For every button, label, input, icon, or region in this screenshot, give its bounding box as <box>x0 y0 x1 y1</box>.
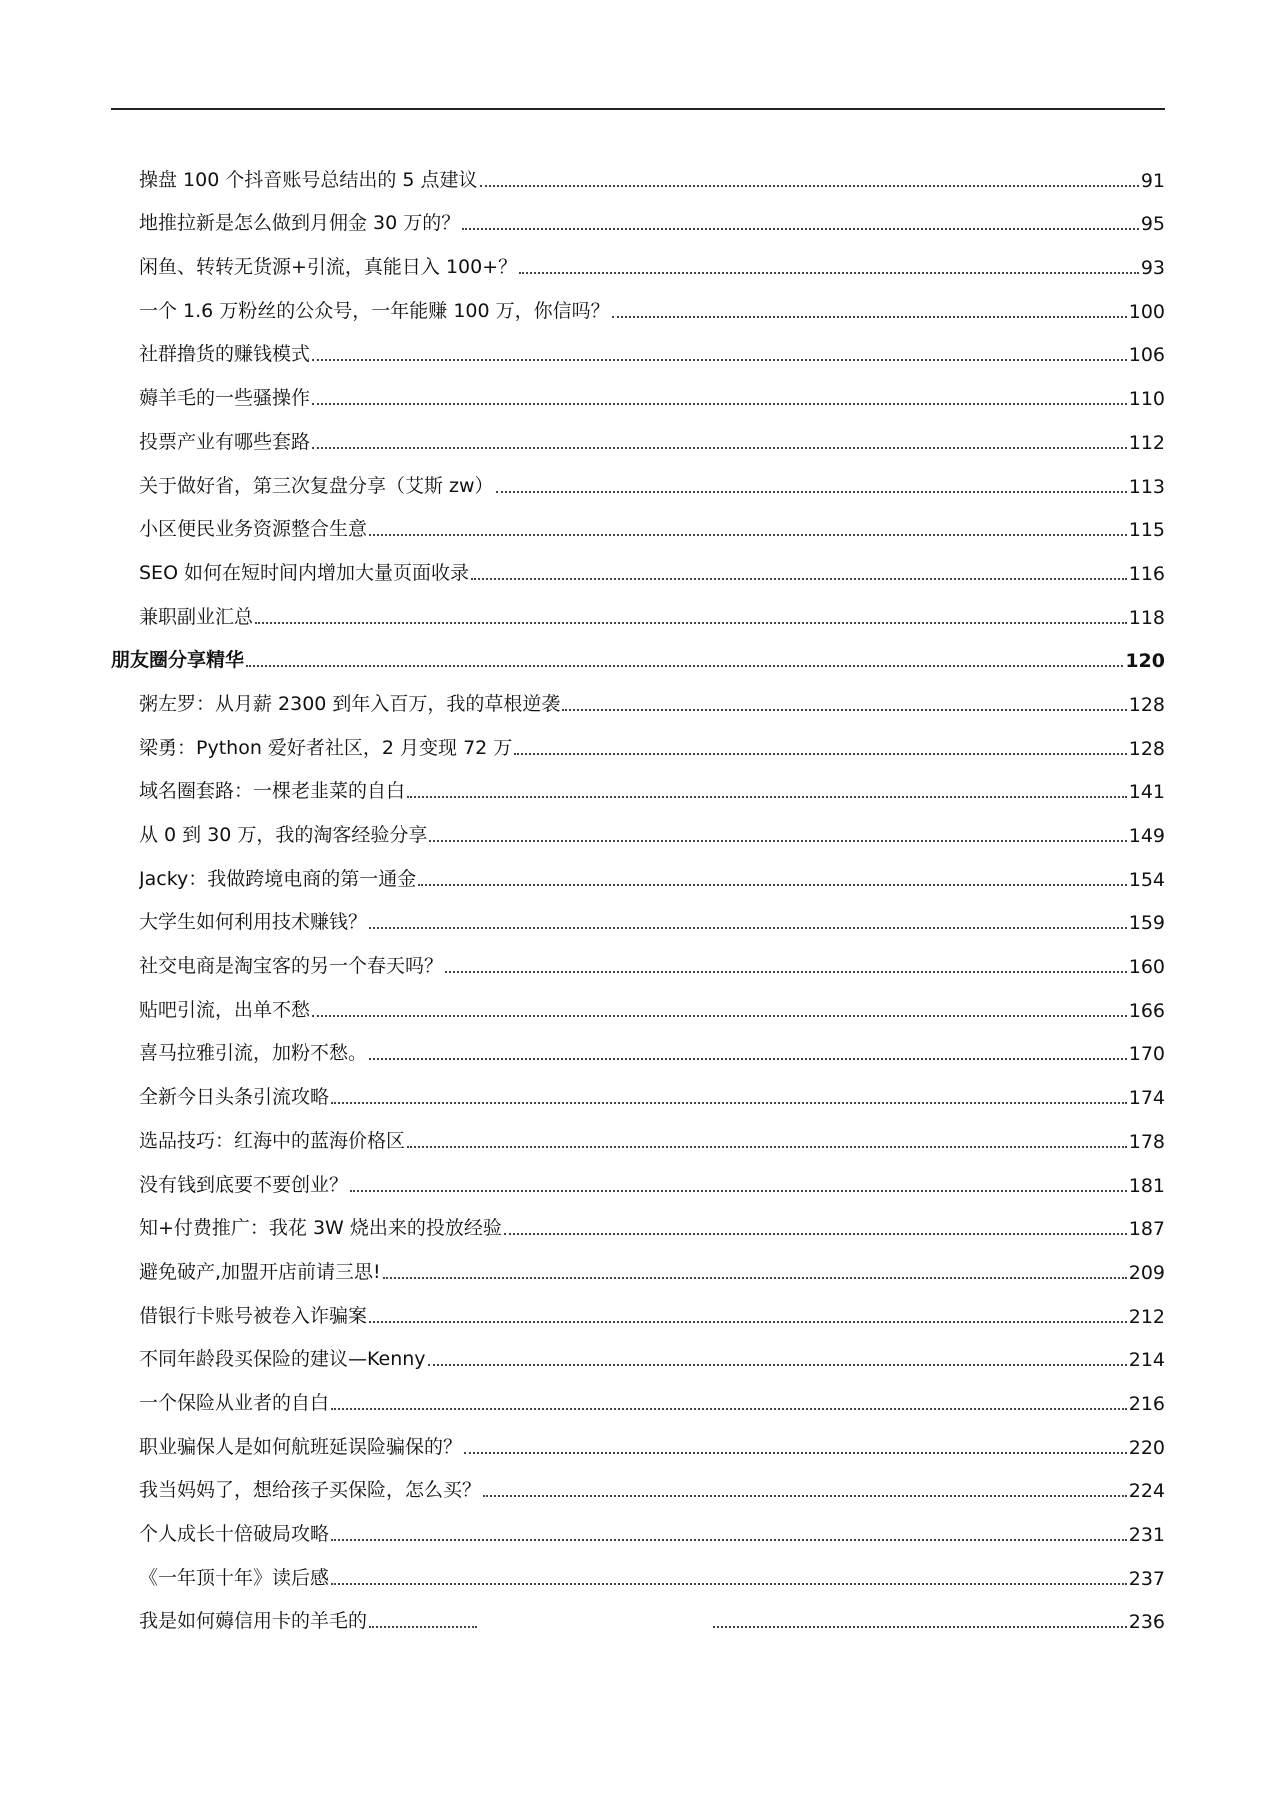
toc-page-number: 120 <box>1125 650 1165 673</box>
toc-page-number: 181 <box>1128 1174 1165 1197</box>
toc-entry[interactable] <box>111 1065 1165 1109</box>
toc-entry-title: 小区便民业务资源整合生意 <box>139 518 368 541</box>
toc-page-number: 118 <box>1128 606 1165 629</box>
toc-section-entry[interactable] <box>111 629 1165 673</box>
toc-entry[interactable] <box>111 541 1165 585</box>
dot-leader <box>312 1015 1127 1017</box>
toc-entry[interactable] <box>111 934 1165 978</box>
dot-leader <box>428 1364 1127 1366</box>
toc-page-number: 149 <box>1128 825 1165 847</box>
dot-leader <box>480 185 1139 187</box>
toc-page-number: 209 <box>1128 1261 1165 1284</box>
toc-entry[interactable] <box>111 1502 1165 1546</box>
toc-entry-title: 闲鱼、转转无货源+引流，真能日入 100+？ <box>139 256 518 279</box>
dot-leader <box>445 971 1127 973</box>
toc-entry-title: 避免破产,加盟开店前请三思! <box>139 1260 381 1283</box>
dot-leader <box>312 447 1127 449</box>
toc-entry-title: 梁勇：Python 爱好者社区，2 月变现 72 万 <box>139 736 513 759</box>
toc-entry-title: 喜马拉雅引流，加粉不愁。 <box>139 1042 368 1065</box>
toc-page-number: 231 <box>1128 1524 1165 1546</box>
toc-entry[interactable] <box>111 1240 1165 1284</box>
toc-entry[interactable] <box>111 1109 1165 1153</box>
toc-page-number: 178 <box>1128 1130 1165 1153</box>
dot-leader <box>331 1583 1127 1585</box>
toc-entry-title: SEO 如何在短时间内增加大量页面收录 <box>139 561 470 584</box>
toc-entry-title: 选品技巧：红海中的蓝海价格区 <box>139 1129 406 1152</box>
dot-leader <box>418 884 1126 886</box>
toc-entry[interactable] <box>111 847 1165 891</box>
toc-entry-title: 个人成长十倍破局攻略 <box>139 1523 330 1545</box>
toc-page-number: 170 <box>1128 1043 1165 1066</box>
toc-entry-title: Jacky：我做跨境电商的第一通金 <box>139 867 417 890</box>
toc-entry[interactable] <box>111 1284 1165 1328</box>
toc-page-number: 154 <box>1128 868 1165 891</box>
toc-entry[interactable] <box>111 672 1165 716</box>
toc-entry-title: 贴吧引流，出单不愁 <box>139 998 311 1021</box>
toc-entry[interactable] <box>111 760 1165 804</box>
toc-page-number: 116 <box>1128 562 1165 585</box>
toc-entry-title: 朋友圈分享精华 <box>111 649 245 672</box>
toc-page-number: 174 <box>1128 1087 1165 1110</box>
dot-leader <box>514 753 1126 755</box>
toc-entry[interactable] <box>111 1328 1165 1372</box>
dot-leader <box>562 709 1126 711</box>
table-of-contents <box>111 148 1165 1633</box>
toc-entry-title: 借银行卡账号被卷入诈骗案 <box>139 1304 368 1327</box>
toc-entry-title: 《一年顶十年》读后感 <box>139 1566 330 1589</box>
toc-page-number: 113 <box>1128 475 1165 498</box>
dot-leader <box>369 1321 1127 1323</box>
toc-entry[interactable] <box>111 716 1165 760</box>
dot-leader <box>369 1626 477 1628</box>
dot-leader <box>462 228 1139 230</box>
toc-entry-title: 兼职副业汇总 <box>139 605 254 628</box>
toc-page-number: 93 <box>1140 257 1165 280</box>
dot-leader <box>312 359 1127 361</box>
toc-entry-title: 从 0 到 30 万，我的淘客经验分享 <box>139 824 428 846</box>
toc-entry[interactable] <box>111 1197 1165 1241</box>
toc-page-number: 212 <box>1128 1305 1165 1328</box>
toc-page-number: 220 <box>1128 1436 1165 1459</box>
toc-entry[interactable] <box>111 1022 1165 1066</box>
dot-leader <box>383 1277 1127 1279</box>
dot-leader <box>464 1452 1127 1454</box>
toc-entry-title: 不同年龄段买保险的建议—Kenny <box>139 1348 426 1371</box>
dot-leader <box>331 1539 1127 1541</box>
toc-entry[interactable] <box>111 279 1165 323</box>
toc-entry[interactable] <box>111 803 1165 847</box>
toc-entry-title: 薅羊毛的一些骚操作 <box>139 387 311 410</box>
toc-entry-title: 地推拉新是怎么做到月佣金 30 万的？ <box>139 212 461 235</box>
dot-leader <box>350 1190 1127 1192</box>
toc-page-number: 160 <box>1128 956 1165 979</box>
toc-page-number: 112 <box>1128 431 1165 454</box>
toc-page-number: 141 <box>1128 781 1165 804</box>
toc-entry[interactable] <box>111 323 1165 367</box>
toc-entry-title: 没有钱到底要不要创业？ <box>139 1173 349 1196</box>
dot-leader <box>713 1626 1127 1628</box>
toc-entry-title: 一个保险从业者的自白 <box>139 1391 330 1414</box>
toc-page-number: 237 <box>1128 1567 1165 1590</box>
toc-page-number: 187 <box>1128 1218 1165 1241</box>
toc-entry[interactable] <box>111 498 1165 542</box>
header-rule <box>111 108 1165 110</box>
toc-entry-title: 我当妈妈了，想给孩子买保险，怎么买？ <box>139 1479 482 1502</box>
dot-leader <box>369 534 1127 536</box>
dot-leader <box>255 622 1127 624</box>
toc-entry-title: 社群撸货的赚钱模式 <box>139 343 311 366</box>
toc-entry-title: 大学生如何利用技术赚钱？ <box>139 911 368 934</box>
toc-entry-title: 一个 1.6 万粉丝的公众号，一年能赚 100 万，你信吗？ <box>139 299 610 322</box>
toc-entry[interactable] <box>111 148 1165 192</box>
toc-page-number: 95 <box>1140 213 1165 236</box>
toc-entry[interactable] <box>111 1590 1165 1634</box>
dot-leader <box>369 927 1127 929</box>
toc-entry-title: 操盘 100 个抖音账号总结出的 5 点建议 <box>139 168 478 191</box>
dot-leader <box>471 578 1127 580</box>
toc-entry[interactable] <box>111 585 1165 629</box>
dot-leader <box>312 403 1127 405</box>
toc-entry[interactable] <box>111 454 1165 498</box>
toc-entry-title: 粥左罗：从月薪 2300 到年入百万，我的草根逆袭 <box>139 692 561 715</box>
dot-leader <box>612 316 1127 318</box>
toc-entry-title: 域名圈套路：一棵老韭菜的自白 <box>139 780 406 803</box>
toc-entry[interactable] <box>111 235 1165 279</box>
toc-entry[interactable] <box>111 410 1165 454</box>
toc-entry[interactable] <box>111 978 1165 1022</box>
dot-leader <box>407 796 1127 798</box>
toc-entry[interactable] <box>111 1546 1165 1590</box>
dot-leader <box>496 491 1127 493</box>
dot-leader <box>483 1495 1127 1497</box>
toc-page-number: 106 <box>1128 344 1165 367</box>
toc-entry-title: 投票产业有哪些套路 <box>139 430 311 453</box>
dot-leader <box>331 1102 1127 1104</box>
dot-leader <box>429 840 1126 842</box>
dot-leader <box>331 1408 1127 1410</box>
toc-page-number: 110 <box>1128 388 1165 411</box>
toc-page-number: 216 <box>1128 1392 1165 1415</box>
toc-page-number: 91 <box>1140 169 1165 192</box>
toc-page-number: 115 <box>1128 519 1165 542</box>
dot-leader <box>246 665 1123 667</box>
toc-page-number: 224 <box>1128 1480 1165 1503</box>
toc-page-number: 128 <box>1128 737 1165 760</box>
dot-leader <box>519 272 1139 274</box>
toc-entry-title: 关于做好省，第三次复盘分享（艾斯 zw） <box>139 474 494 497</box>
dot-leader <box>369 1058 1127 1060</box>
toc-entry-title: 我是如何薅信用卡的羊毛的 <box>139 1610 368 1633</box>
toc-page-number: 214 <box>1128 1349 1165 1372</box>
toc-entry[interactable] <box>111 366 1165 410</box>
toc-entry-title: 全新今日头条引流攻略 <box>139 1086 330 1109</box>
toc-page-number: 166 <box>1128 999 1165 1022</box>
toc-entry[interactable] <box>111 891 1165 935</box>
toc-entry-title: 社交电商是淘宝客的另一个春天吗？ <box>139 955 444 978</box>
toc-page-number: 236 <box>1128 1611 1165 1634</box>
toc-entry[interactable] <box>111 192 1165 236</box>
toc-entry[interactable] <box>111 1459 1165 1503</box>
toc-entry[interactable] <box>111 1415 1165 1459</box>
dot-leader <box>504 1233 1127 1235</box>
dot-leader <box>407 1146 1127 1148</box>
toc-page-number: 128 <box>1128 693 1165 716</box>
toc-entry[interactable] <box>111 1153 1165 1197</box>
toc-page-number: 100 <box>1128 300 1165 323</box>
toc-page-number: 159 <box>1128 912 1165 935</box>
toc-entry[interactable] <box>111 1371 1165 1415</box>
toc-entry-title: 职业骗保人是如何航班延误险骗保的？ <box>139 1435 463 1458</box>
toc-entry-title: 知+付费推广：我花 3W 烧出来的投放经验 <box>139 1217 502 1240</box>
